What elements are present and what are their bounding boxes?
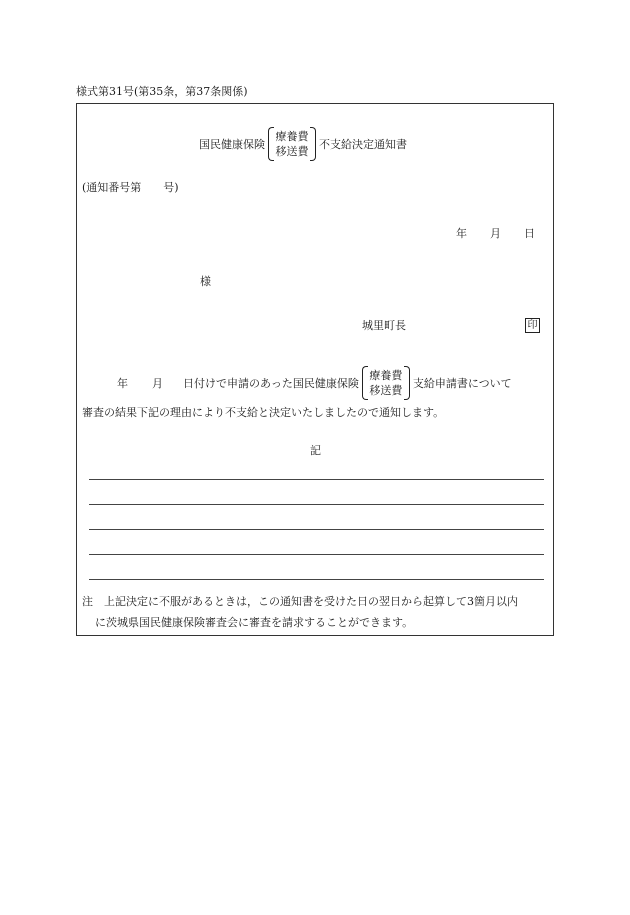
reason-line-5: [89, 579, 544, 580]
date-day-label: 日: [524, 227, 535, 240]
reason-line-2: [89, 504, 544, 505]
date-fields: [456, 228, 535, 239]
body-option-ryoyohi: 療養費: [369, 369, 403, 382]
title-brace-options: [268, 127, 316, 161]
body-option-isouhi: 移送費: [369, 384, 403, 397]
body-end-text: 支給申請書について: [412, 376, 512, 390]
note-line-1: 注 上記決定に不服があるときは，この通知書を受けた日の翌日から起算して3箇月以内: [82, 595, 518, 608]
form-number: 様式第31号(第35条，第37条関係): [76, 85, 248, 98]
reason-line-1: [89, 479, 544, 480]
body-year-label: 年: [117, 376, 128, 390]
title-prefix: 国民健康保険: [199, 137, 265, 151]
document-title: [199, 127, 407, 161]
title-option-ryoyohi: 療養費: [275, 130, 309, 143]
reason-line-3: [89, 529, 544, 530]
note-line-2: に茨城県国民健康保険審査会に審査を請求することができます。: [95, 616, 414, 629]
addressee-suffix: 様: [200, 275, 211, 288]
body-month-label: 月: [152, 376, 163, 390]
title-suffix: 不支給決定通知書: [319, 137, 407, 151]
date-year-label: 年: [456, 227, 467, 240]
issuer-name: 城里町長: [362, 319, 406, 332]
title-option-isouhi: 移送費: [275, 145, 309, 158]
seal-mark: 印: [525, 318, 540, 333]
date-month-label: 月: [490, 227, 501, 240]
body-brace-options: [362, 366, 410, 400]
body-line-2: 審査の結果下記の理由により不支給と決定いたしましたので通知します。: [82, 406, 445, 419]
body-line-1: [117, 366, 512, 400]
body-middle-text: 日付けで申請のあった国民健康保険: [183, 376, 359, 390]
ki-heading: 記: [310, 444, 321, 457]
reason-line-4: [89, 554, 544, 555]
notice-number: (通知番号第 号): [82, 181, 179, 194]
